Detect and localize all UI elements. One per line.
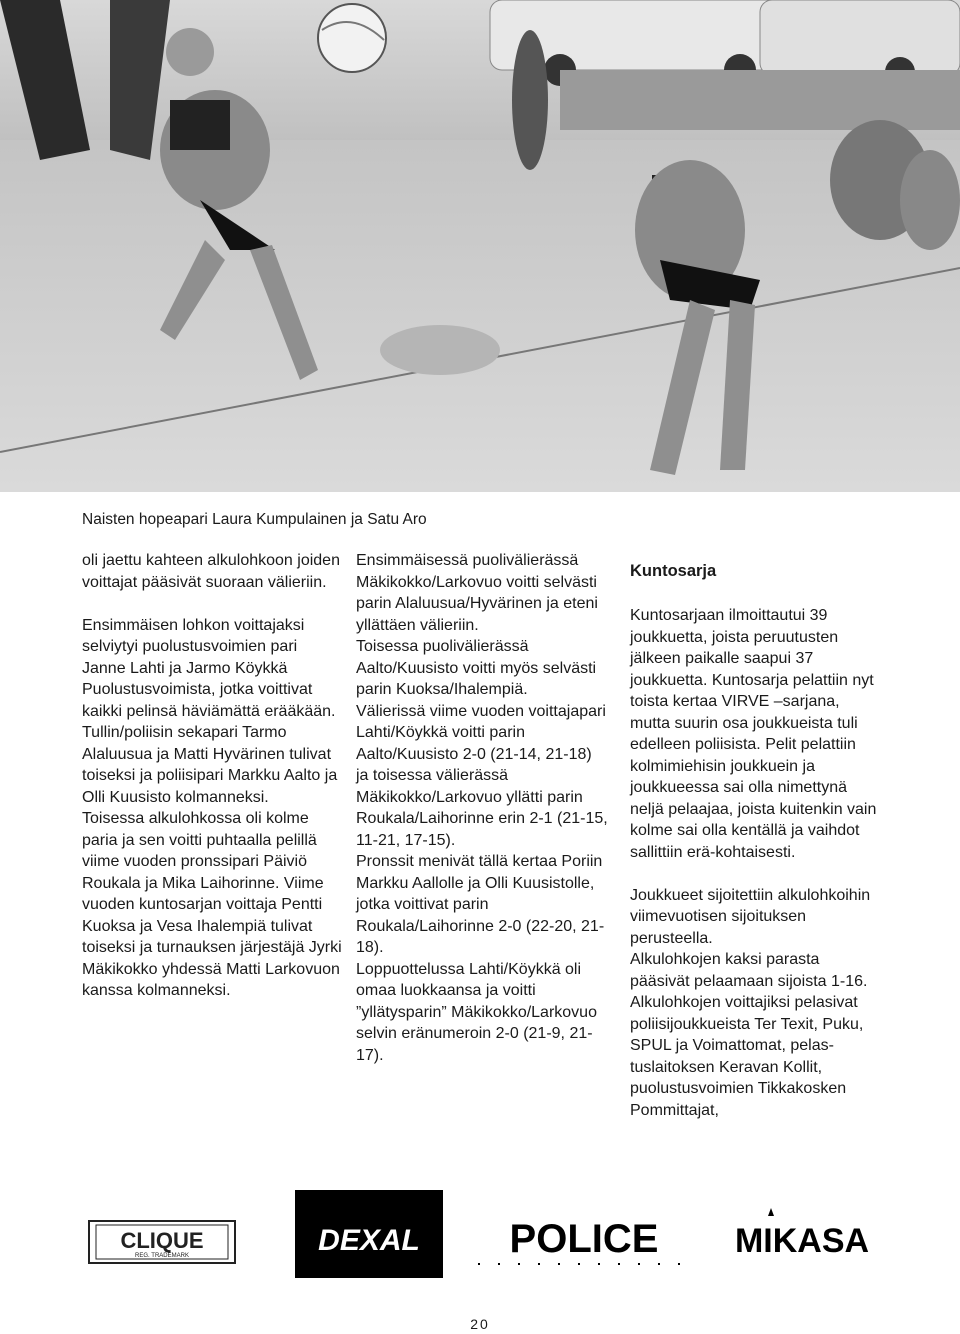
beach-volleyball-photo	[0, 0, 960, 492]
paragraph: Ensimmäisen lohkon voittajaksi selviytyi puolustusvoimien pari Janne Lahti ja Jarmo Köykkä Puolustusvoimista, jotka voittivat kaikki pelinsä häviämättä erääkään.	[82, 616, 336, 720]
paragraph: Tullin/poliisin sekapari Tarmo Alaluusua ja Matti Hyvärinen tulivat toiseksi ja poliisipari Markku Aalto ja Olli Kuusisto kolmanneksi.	[82, 724, 338, 806]
section-heading: Kuntosarja	[630, 562, 717, 580]
paragraph: oli jaettu kahteen alkulohkoon joiden voittajat pääsivät suoraan välieriin.	[82, 552, 340, 591]
paragraph: Välierissä viime vuoden voittajapari Lahti/Köykkä voitti parin Aalto/Kuusisto 2-0 (21-14, 21-18) ja toisessa välierässä Mäkikokko/Larkovuo yllätti parin Roukala/Laihorinne erin 2-1 (21-15, 11-21, 17-15).	[356, 702, 608, 849]
police-logo	[474, 1216, 694, 1268]
paragraph: Joukkueet sijoitettiin alkulohkoihin viimevuotisen sijoituksen perusteella.	[630, 886, 871, 947]
paragraph: Toisessa alkulohkossa oli kolme paria ja sen voitti puhtaalla pelillä viime vuoden pronssipari Päiviö Roukala ja Mika Laihorinne. Viime vuoden kuntosarjan voittaja Pentti Kuoksa ja Vesa Ihalempiä tulivat toiseksi ja turnauksen järjestäjä Jyrki Mäkikokko yhdessä Matti Larkovuon kanssa kolmanneksi.	[82, 810, 342, 999]
dexal-logo	[295, 1190, 443, 1278]
article-column-3	[630, 560, 882, 1121]
article-column-1	[82, 550, 342, 1002]
article-column-2	[356, 550, 608, 1066]
clique-logo-text: CLIQUE	[120, 1228, 204, 1253]
page-number: 20	[470, 1316, 490, 1332]
mikasa-logo	[724, 1206, 880, 1260]
paragraph: Pronssit menivät tällä kertaa Poriin Markku Aallolle ja Olli Kuusistolle, jotka voittivat parin Roukala/Laihorinne 2-0 (22-20, 21-18).	[356, 853, 605, 956]
photo-caption: Naisten hopeapari Laura Kumpulainen ja Satu Aro	[82, 511, 427, 528]
paragraph: Ensimmäisessä puolivälierässä Mäkikokko/Larkovuo voitti selvästi parin Alaluusua/Hyvärinen ja eteni yllättäen välieriin.	[356, 552, 598, 634]
paragraph: Loppuottelussa Lahti/Köykkä oli omaa luokkaansa ja voitti ”yllätysparin” Mäkikokko/Larkovuo selvin eränumeroin 2-0 (21-9, 21-17).	[356, 960, 597, 1064]
paragraph: Kuntosarjaan ilmoittautui 39 joukkuetta, joista peruutusten jälkeen paikalle saapui 37 joukkuetta. Kuntosarja pelattiin nyt toista kertaa VIRVE –sarjana, mutta suurin osa joukkueista tuli edelleen poliisista. Pelit pelattiin kolmimiehisin joukkuein ja joukkueessa sai olla nimettynä neljä pelaajaa, joista kuitenkin vain kolme sai olla kentällä ja vaihdot sallittiin erä-kohtaisesti.	[630, 607, 877, 861]
police-logo-text: POLICE	[509, 1217, 659, 1261]
dexal-logo-text: DEXAL	[318, 1224, 420, 1257]
sponsor-logos	[0, 1190, 960, 1280]
paragraph: Alkulohkojen kaksi parasta pääsivät pelaamaan sijoista 1-16. Alkulohkojen voittajiksi pelasivat poliisijoukkueista Ter Texit, Puku, SPUL ja Voimattomat, pelas-tuslaitoksen Keravan Kollit, puolustusvoimien Tikkakosken Pommittajat,	[630, 951, 868, 1119]
clique-logo	[88, 1220, 236, 1264]
mikasa-logo-text: MIKASA	[734, 1222, 870, 1260]
clique-logo-subtext: REG. TRADEMARK	[135, 1253, 189, 1259]
paragraph: Toisessa puolivälierässä Aalto/Kuusisto voitti myös selvästi parin Kuoksa/Ihalempiä.	[356, 638, 597, 698]
